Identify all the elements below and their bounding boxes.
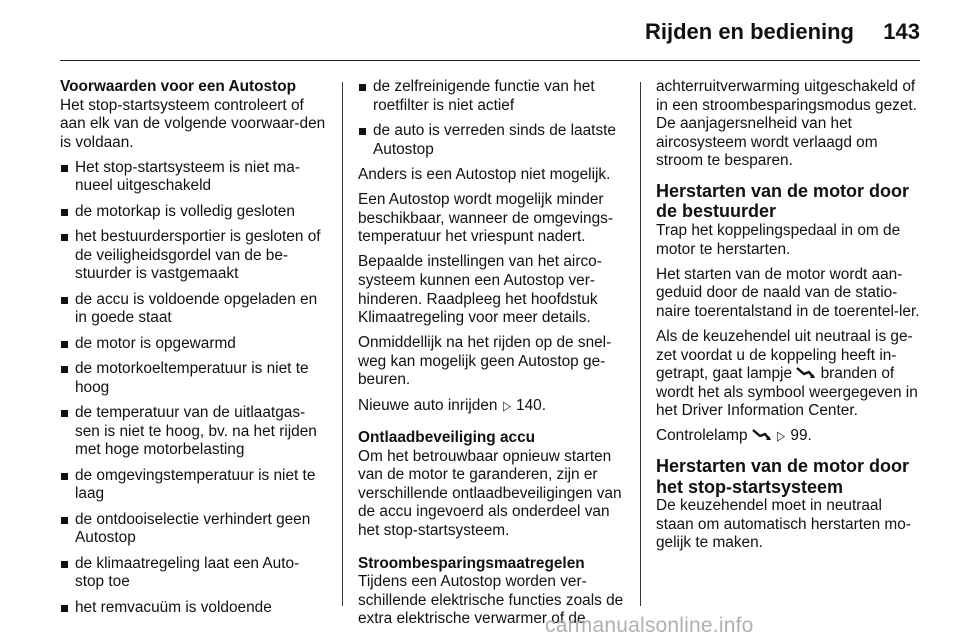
- paragraph: Om het betrouwbaar opnieuw starten van de motor te garanderen, zijn er verschillende ontlaadbeveiligingen van de accu ingevoerd als onderdeel van het stop-startsysteem.: [358, 447, 622, 540]
- column-divider: [342, 82, 343, 606]
- bullet-item: het bestuurdersportier is gesloten of de veiligheidsgordel van de be-stuurder is vastgemaakt: [60, 228, 326, 284]
- header-rule: [60, 60, 920, 61]
- bullet-item: de accu is voldoende opgeladen en in goede staat: [60, 291, 326, 328]
- paragraph: Een Autostop wordt mogelijk minder beschikbaar, wanneer de omgevings-temperatuur het vriespunt nadert.: [358, 191, 613, 246]
- bullet-square-icon: [61, 165, 68, 172]
- bullet-item: de motor is opgewarmd: [60, 335, 326, 354]
- bullet-square-icon: [61, 209, 68, 216]
- paragraph-break-in: Nieuwe auto inrijden ▷ 140.: [358, 396, 546, 414]
- page-number: 143: [883, 19, 920, 44]
- bullet-item: het remvacuüm is voldoende: [60, 599, 326, 618]
- bullet-item: de motorkap is volledig gesloten: [60, 203, 326, 222]
- section-heading-restart-by-system: Herstarten van de motor door het stop-startsysteem: [656, 456, 910, 497]
- bullet-square-icon: [61, 561, 68, 568]
- paragraph-control-lamp: Controlelamp ▷ 99.: [656, 427, 812, 445]
- bullet-item: Het stop-startsysteem is niet ma-nueel uitgeschakeld: [60, 159, 326, 196]
- bullet-square-icon: [61, 605, 68, 612]
- bullet-item: de zelfreinigende functie van het roetfilter is niet actief: [358, 78, 626, 115]
- autostop-gear-arrow-icon: [752, 428, 772, 442]
- page-reference-arrow-icon: ▷: [777, 428, 786, 444]
- paragraph: Trap het koppelingspedaal in om de motor te herstarten.: [656, 221, 901, 258]
- paragraph: Tijdens een Autostop worden ver-schillende elektrische functies zoals de extra elektrische verwarmer of de: [358, 573, 624, 628]
- section-heading-power-saving: Stroombesparingsmaatregelen: [358, 554, 585, 572]
- page-header: [60, 0, 920, 60]
- bullet-item: de omgevingstemperatuur is niet te laag: [60, 467, 326, 504]
- bullet-square-icon: [61, 234, 68, 241]
- bullet-square-icon: [61, 366, 68, 373]
- bullet-square-icon: [61, 473, 68, 480]
- bullet-item: de temperatuur van de uitlaatgas-sen is niet te hoog, bv. na het rijden met hoge motorbelasting: [60, 404, 326, 460]
- bullet-square-icon: [61, 410, 68, 417]
- section-heading-restart-by-driver: Herstarten van de motor door de bestuurder: [656, 180, 910, 222]
- paragraph-lamp-info: Als de keuzehendel uit neutraal is ge-zet voordat u de koppeling heeft in-getrapt, gaat lampje branden of wordt het als symbool weergegeven in het Driver Information Center.: [656, 327, 918, 420]
- paragraph: De keuzehendel moet in neutraal staan om automatisch herstarten mo-gelijk te maken.: [656, 497, 911, 552]
- bullet-square-icon: [61, 517, 68, 524]
- bullet-item: de ontdooiselectie verhindert geen Autostop: [60, 511, 326, 548]
- page-reference-link[interactable]: 140.: [516, 396, 546, 414]
- autostop-gear-arrow-icon: [796, 366, 816, 380]
- paragraph: Het starten van de motor wordt aan-geduid door de naald van de statio-naire toerentalstand in de toerentel-ler.: [656, 265, 920, 320]
- column-1: [60, 78, 326, 624]
- bullet-square-icon: [61, 341, 68, 348]
- bullet-square-icon: [61, 297, 68, 304]
- paragraph: achterruitverwarming uitgeschakeld of in een stroombesparingsmodus gezet. De aanjagersnelheid van het aircosysteem wordt verlaagd om stroom te besparen.: [656, 78, 917, 170]
- page-reference-link[interactable]: 99.: [790, 427, 812, 445]
- paragraph: Het stop-startsysteem controleert of aan elk van de volgende voorwaar-den is voldaan.: [60, 96, 326, 151]
- bullet-item: de auto is verreden sinds de laatste Autostop: [358, 122, 626, 159]
- bullet-square-icon: [359, 128, 366, 135]
- column-3: [656, 78, 922, 559]
- page-title: Rijden en bediening: [644, 19, 854, 44]
- bullet-item: de klimaatregeling laat een Auto-stop toe: [60, 555, 326, 592]
- bullet-item: de motorkoeltemperatuur is niet te hoog: [60, 360, 326, 397]
- paragraph: Onmiddellijk na het rijden op de snel-weg kan mogelijk geen Autostop ge-beuren.: [358, 334, 612, 389]
- paragraph: Anders is een Autostop niet mogelijk.: [358, 165, 611, 183]
- bullet-square-icon: [359, 84, 366, 91]
- section-heading-autostop-conditions: Voorwaarden voor een Autostop: [60, 78, 297, 95]
- paragraph: Bepaalde instellingen van het airco-systeem kunnen een Autostop ver-hinderen. Raadpleeg het hoofdstuk Klimaatregeling voor meer details.: [358, 253, 602, 327]
- section-heading-battery-protection: Ontlaadbeveiliging accu: [358, 429, 536, 447]
- column-2: [358, 78, 626, 636]
- watermark: carmanualsonline.info: [545, 614, 754, 637]
- page-reference-arrow-icon: ▷: [502, 397, 511, 413]
- column-divider: [640, 82, 641, 606]
